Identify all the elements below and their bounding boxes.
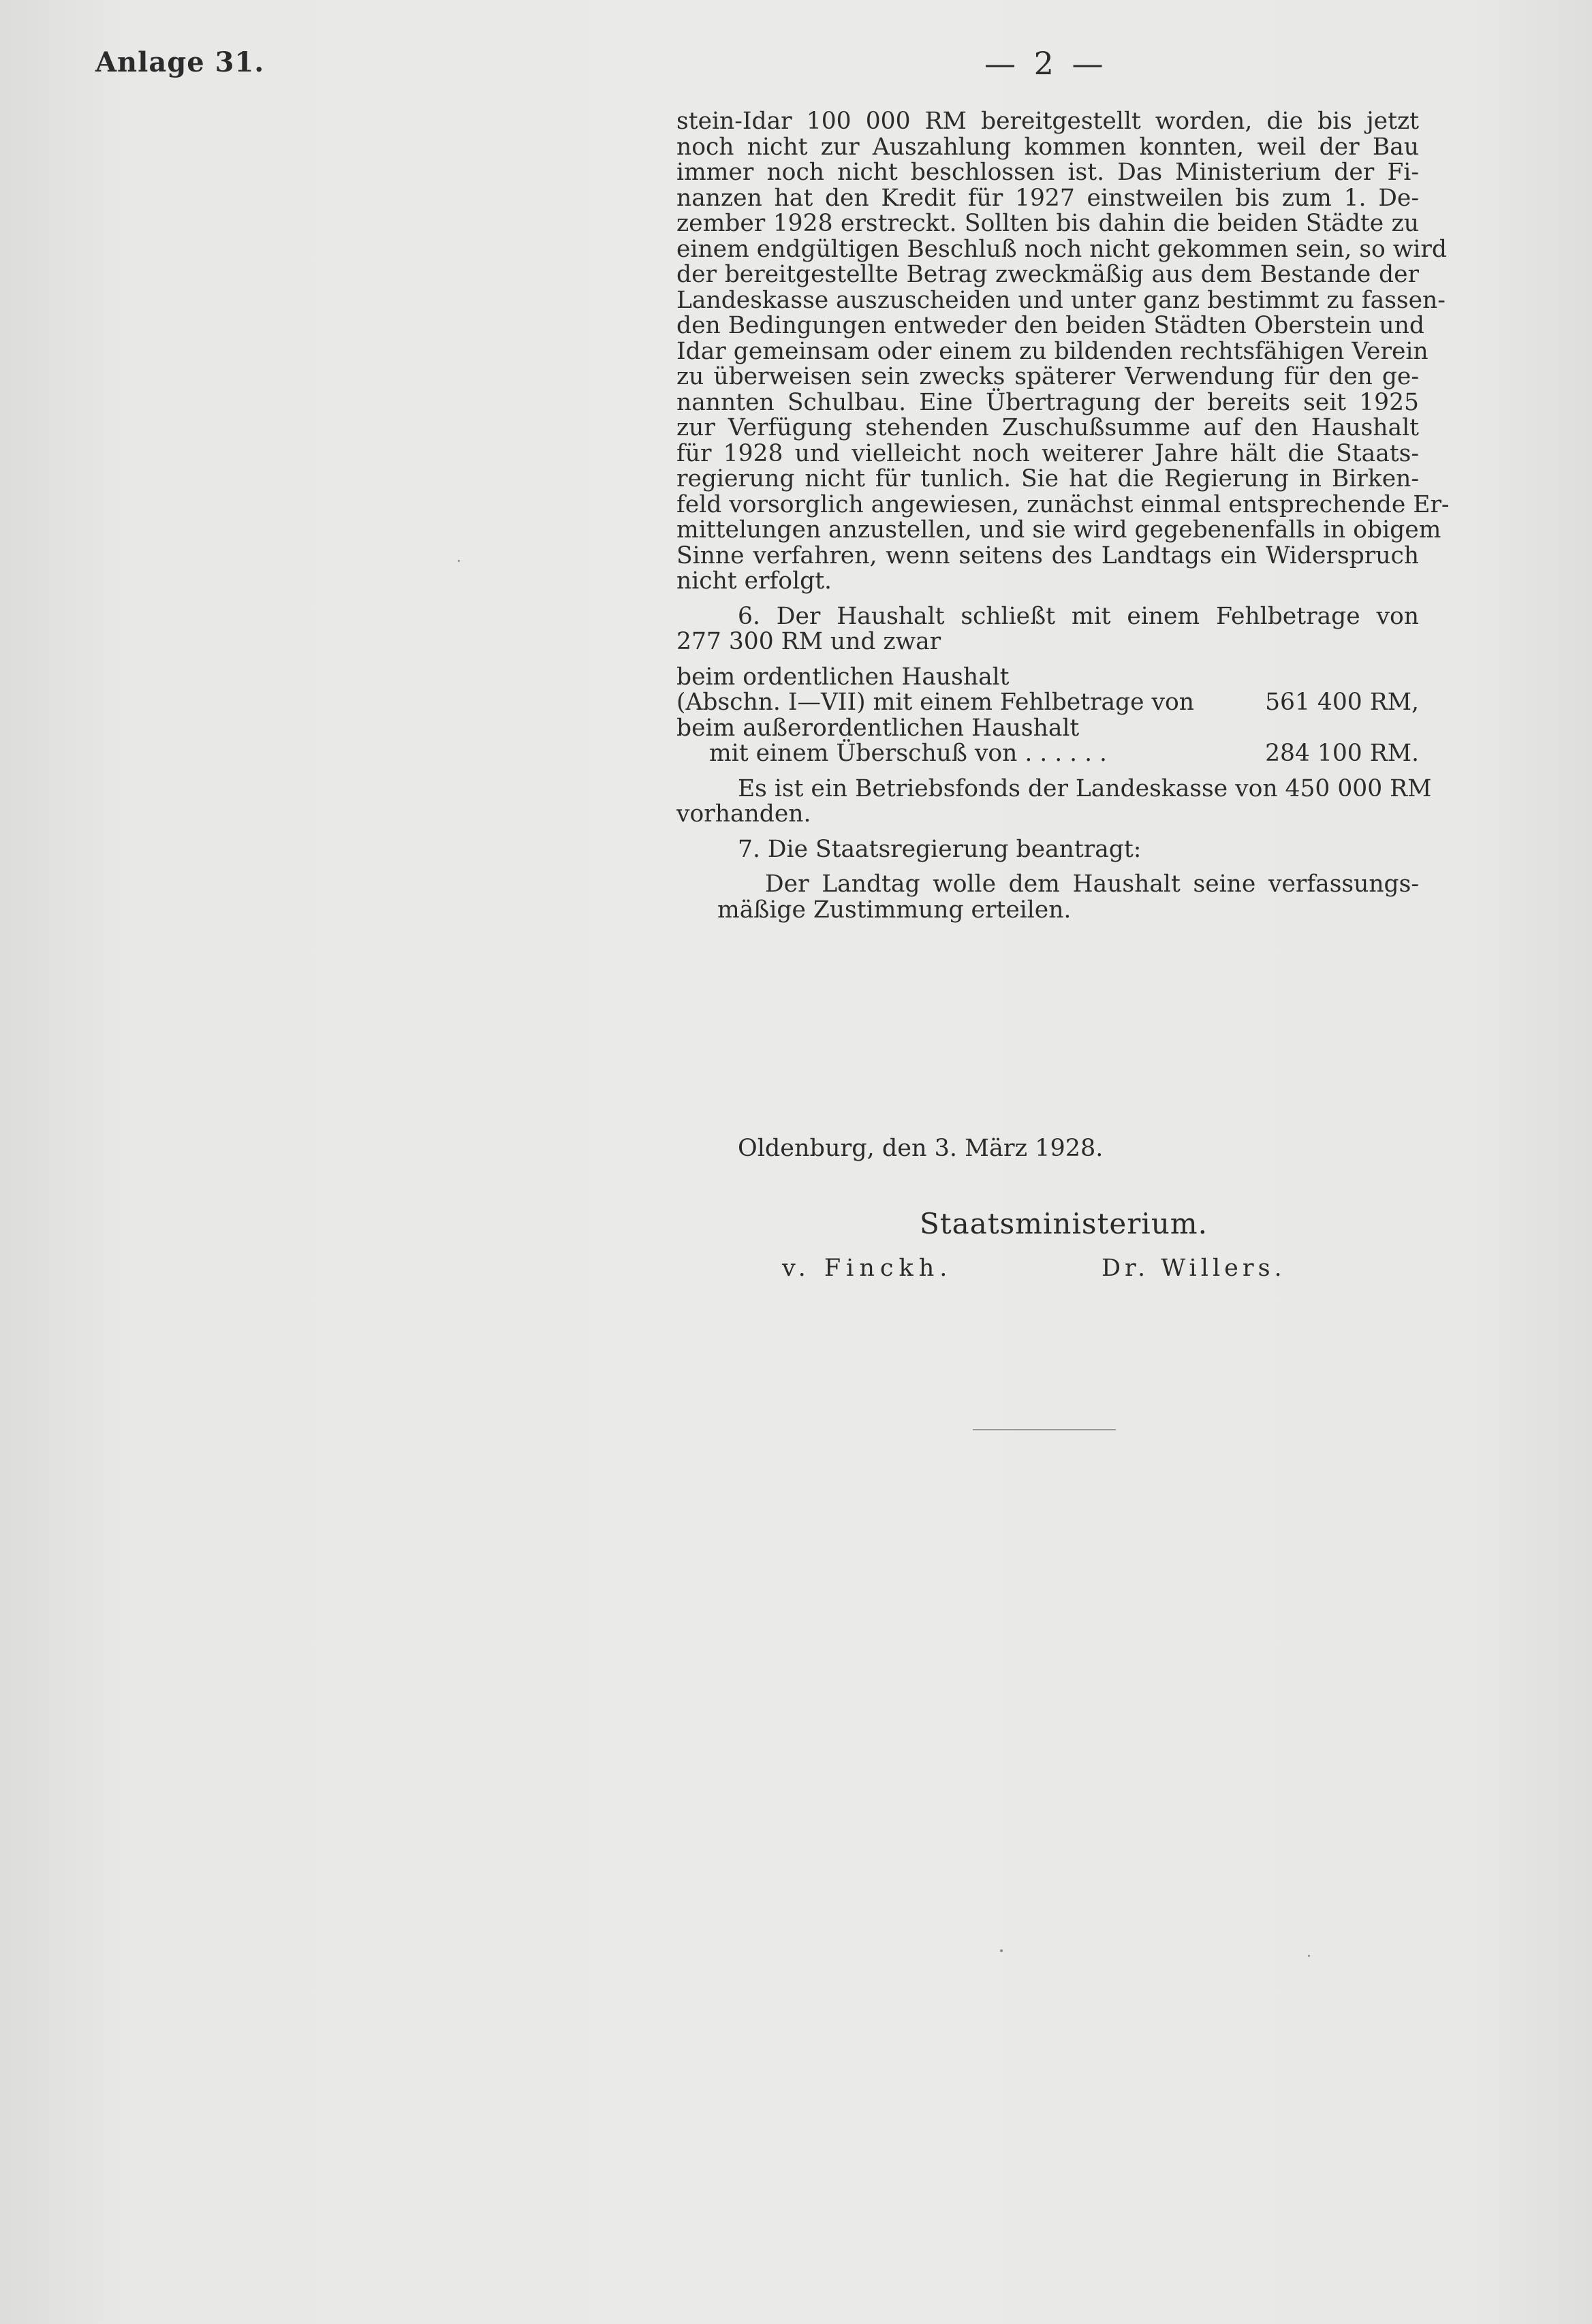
annex-label: Anlage 31. — [95, 46, 265, 78]
ordinary-budget-detail: (Abschn. I—VII) mit einem Fehlbetrage von — [676, 689, 1195, 716]
body-line: nanzen hat den Kredit für 1927 einstweilen bis zum 1. De- — [676, 184, 1419, 212]
ministry-name: Staatsministerium. — [920, 1207, 1208, 1240]
closing-rule — [973, 1429, 1116, 1430]
body-line: immer noch nicht beschlossen ist. Das Ministerium der Fi- — [676, 159, 1419, 186]
motion-line: mäßige Zustimmung erteilen. — [717, 896, 1072, 924]
ordinary-budget-value: 561 400 RM, — [1265, 689, 1419, 716]
paper-speck — [458, 560, 460, 562]
ordinary-budget-label: beim ordentlichen Haushalt — [676, 663, 1010, 691]
paper-speck — [1000, 1949, 1003, 1952]
paragraph-6-line: 6. Der Haushalt schließt mit einem Fehlbetrage von — [738, 602, 1419, 630]
body-line: mittelungen anzustellen, und sie wird gegebenenfalls in obigem — [676, 516, 1441, 544]
body-line: für 1928 und vielleicht noch weiterer Jahre hält die Staats- — [676, 439, 1419, 467]
extraordinary-budget-label: beim außerordentlichen Haushalt — [676, 714, 1080, 742]
extraordinary-budget-detail: mit einem Überschuß von . . . . . . — [709, 740, 1107, 767]
body-line: regierung nicht für tunlich. Sie hat die Regierung in Birken- — [676, 465, 1419, 492]
body-line: Idar gemeinsam oder einem zu bildenden rechtsfähigen Verein — [676, 337, 1429, 365]
paper-speck — [1308, 1955, 1310, 1957]
body-line: zu überweisen sein zwecks späterer Verwendung für den ge- — [676, 363, 1419, 390]
place-date: Oldenburg, den 3. März 1928. — [738, 1135, 1104, 1162]
signer-right: Dr. Willers. — [1102, 1255, 1286, 1282]
motion-line: Der Landtag wolle dem Haushalt seine verfassungs- — [765, 870, 1419, 898]
page-number: — 2 — — [984, 45, 1108, 82]
extraordinary-budget-value: 284 100 RM. — [1265, 740, 1419, 767]
body-line: den Bedingungen entweder den beiden Städten Oberstein und — [676, 312, 1424, 339]
fund-line: Es ist ein Betriebsfonds der Landeskasse von 450 000 RM — [738, 774, 1432, 802]
extraordinary-budget-row — [676, 741, 1419, 767]
body-line: einem endgültigen Beschluß noch nicht gekommen sein, so wird — [676, 235, 1447, 263]
signer-left: v. Finckh. — [782, 1255, 953, 1282]
body-line: Landeskasse auszuscheiden und unter ganz bestimmt zu fassen- — [676, 286, 1446, 314]
body-line: zur Verfügung stehenden Zuschußsumme auf den Haushalt — [676, 414, 1419, 441]
paragraph-6-line: 277 300 RM und zwar — [676, 628, 941, 655]
body-line: feld vorsorglich angewiesen, zunächst einmal entsprechende Er- — [676, 490, 1450, 518]
body-line: Sinne verfahren, wenn seitens des Landtags ein Widerspruch — [676, 541, 1419, 569]
ordinary-budget-row — [676, 690, 1419, 716]
fund-line: vorhanden. — [676, 800, 811, 828]
paragraph-7: 7. Die Staatsregierung beantragt: — [738, 835, 1142, 863]
text-column — [676, 108, 1450, 924]
body-line: zember 1928 erstreckt. Sollten bis dahin die beiden Städte zu — [676, 210, 1419, 237]
body-line: stein-Idar 100 000 RM bereitgestellt worden, die bis jetzt — [676, 108, 1419, 135]
body-line: noch nicht zur Auszahlung kommen konnten, weil der Bau — [676, 133, 1419, 161]
body-line: nicht erfolgt. — [676, 567, 832, 595]
body-line: nannten Schulbau. Eine Übertragung der bereits seit 1925 — [676, 388, 1419, 416]
body-line: der bereitgestellte Betrag zweckmäßig aus dem Bestande der — [676, 261, 1419, 288]
